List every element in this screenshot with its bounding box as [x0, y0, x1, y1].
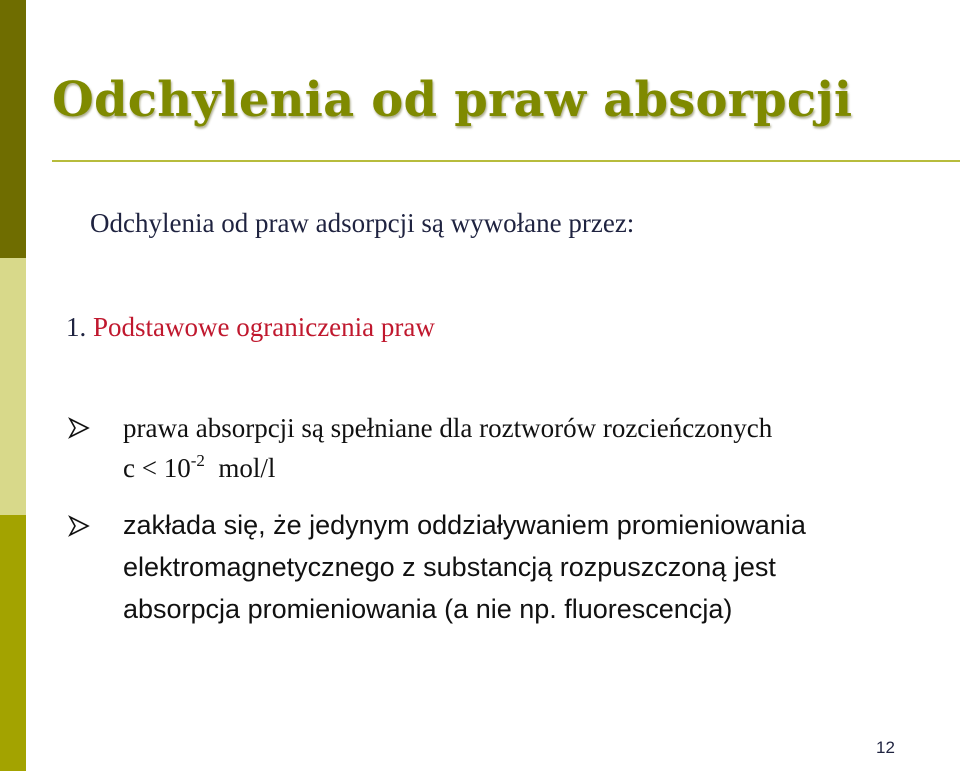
bullet-line: zakłada się, że jedynym oddziaływaniem promieniowania — [123, 510, 806, 540]
side-bar-middle — [0, 258, 26, 515]
title-divider — [52, 160, 960, 162]
side-bar-top — [0, 0, 26, 258]
arrowhead-bullet-icon — [68, 417, 90, 439]
concentration-value: c < 10 — [123, 453, 191, 483]
exponent: -2 — [190, 451, 205, 470]
bullet-line: elektromagnetycznego z substancją rozpuszczoną jest — [123, 552, 776, 582]
bullet-line: absorpcja promieniowania (a nie np. fluorescencja) — [123, 594, 733, 624]
bullet-line: prawa absorpcji są spełniane dla roztworów rozcieńczonych — [123, 413, 773, 443]
concentration-unit: mol/l — [218, 453, 276, 483]
side-bar-bottom — [0, 515, 26, 771]
bullet-item — [68, 504, 948, 630]
slide-title: Odchylenia od praw absorpcji — [52, 72, 853, 128]
section-heading — [66, 312, 435, 343]
section-title: Podstawowe ograniczenia praw — [93, 312, 435, 342]
section-number: 1. — [66, 312, 87, 342]
bullet-text — [123, 504, 948, 630]
concentration-line — [123, 448, 948, 492]
bullet-item — [68, 408, 948, 492]
bullet-text — [123, 408, 948, 492]
page-number: 12 — [876, 738, 895, 757]
intro-text: Odchylenia od praw adsorpcji są wywołane przez: — [90, 208, 635, 238]
arrowhead-bullet-icon — [68, 515, 90, 537]
